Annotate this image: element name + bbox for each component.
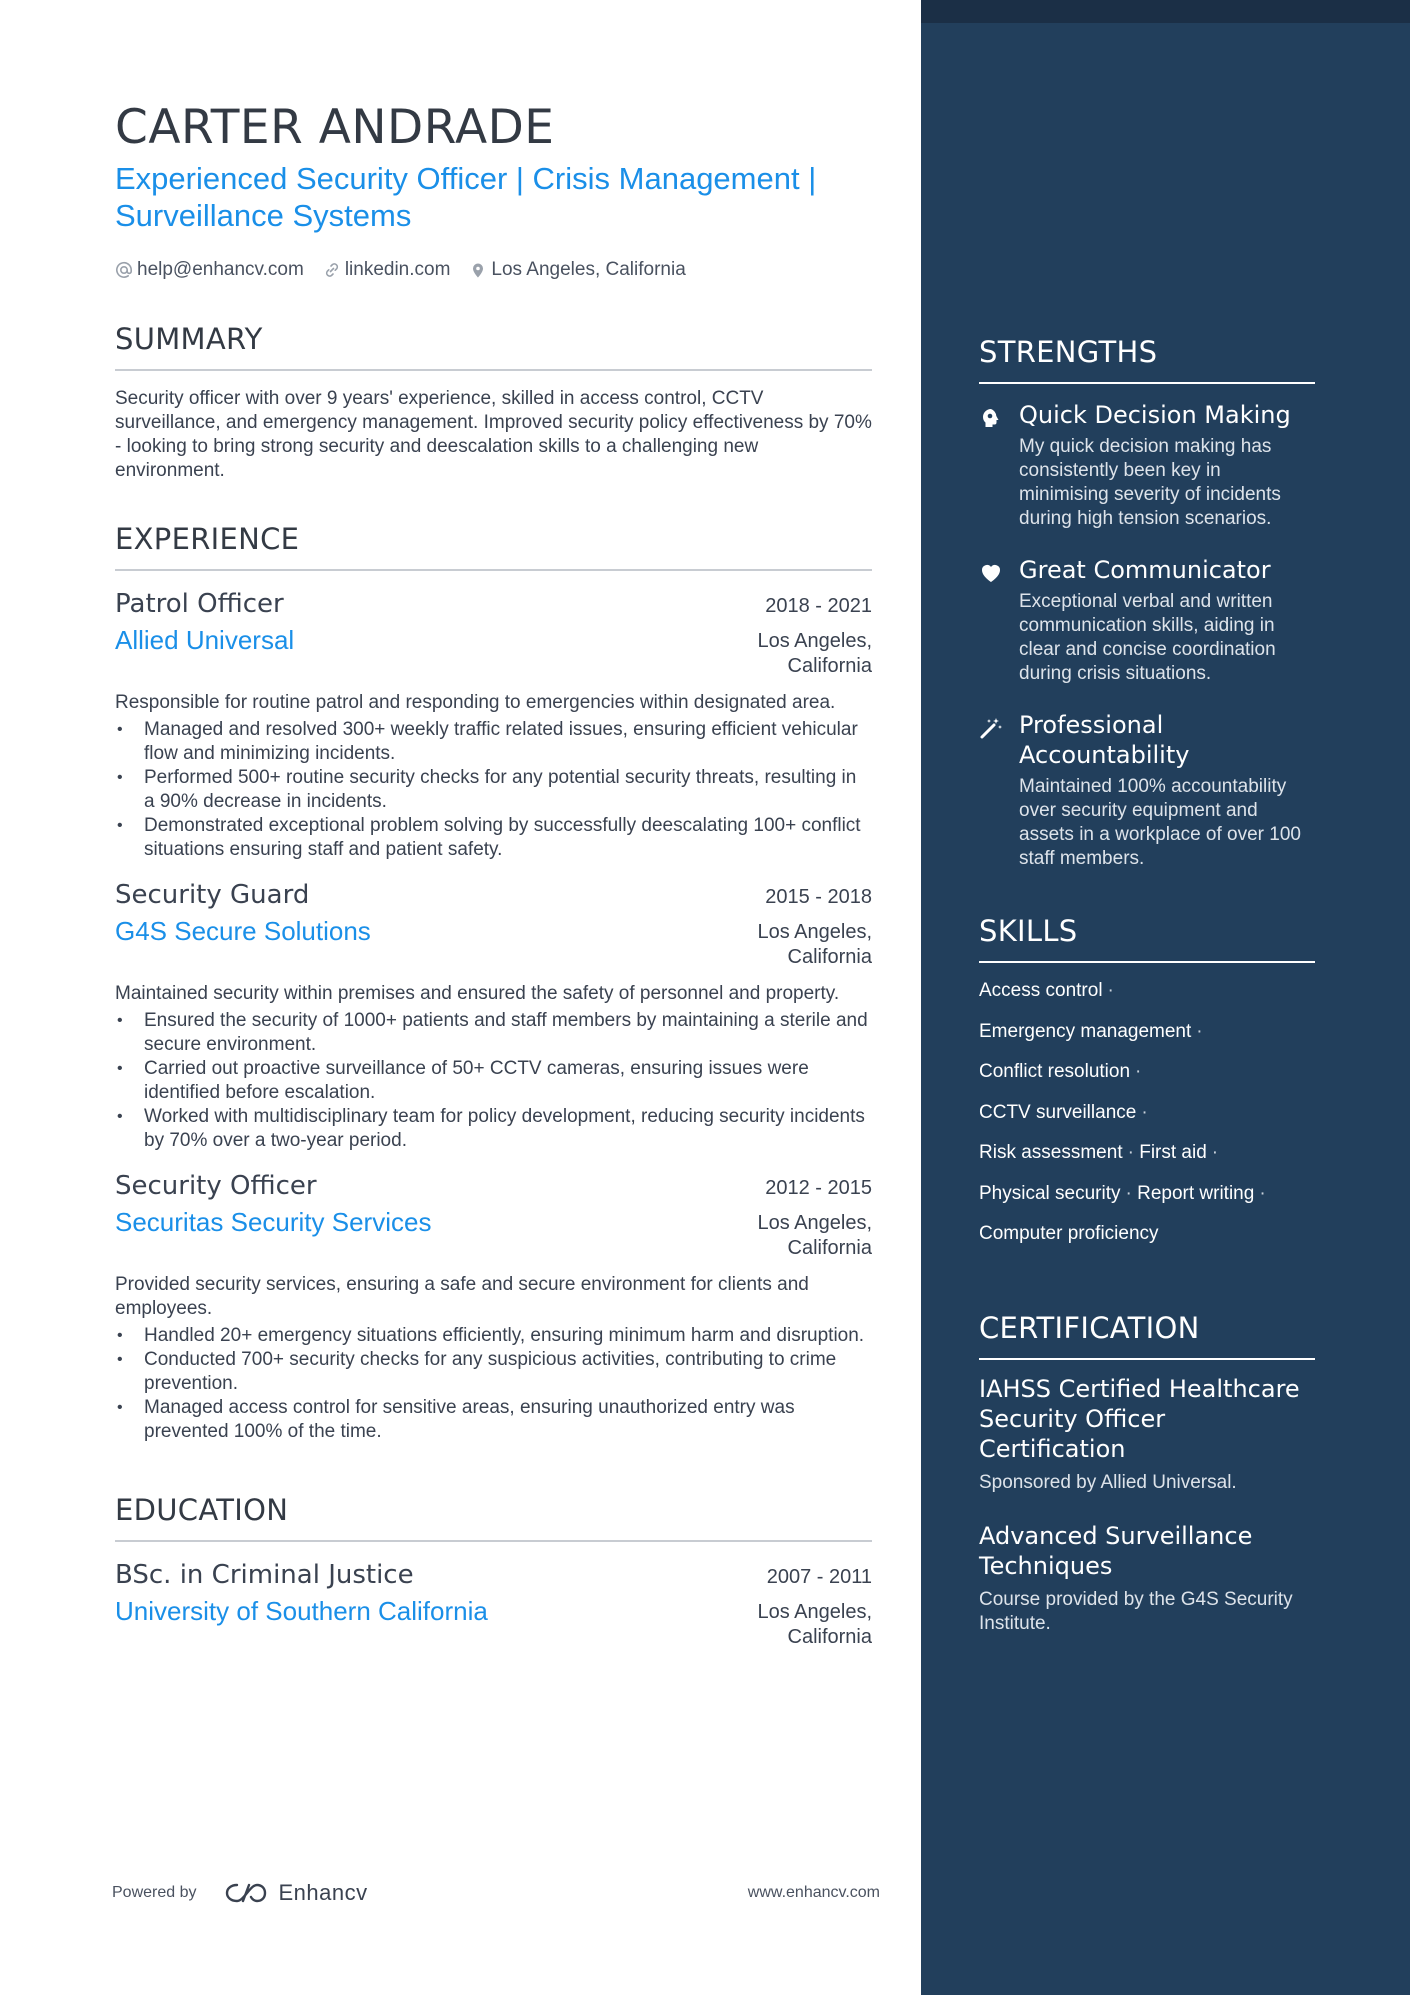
summary-section (115, 321, 872, 483)
certification-item (979, 1374, 1315, 1495)
job-location-line-2: California (787, 946, 872, 968)
education-location (757, 1600, 872, 1650)
degree-title: BSc. in Criminal Justice (115, 1560, 414, 1590)
job-bullets (115, 1009, 872, 1153)
heart-icon (979, 561, 1003, 585)
job-title: Security Guard (115, 880, 310, 910)
skill-tag: Risk assessment (979, 1142, 1123, 1163)
education-location-line-1: Los Angeles, (757, 1601, 872, 1623)
job-location (757, 920, 872, 970)
job-bullet: • Handled 20+ emergency situations efficiently, ensuring minimum harm and disruption. (115, 1324, 872, 1348)
job-bullet: • Managed and resolved 300+ weekly traffic related issues, ensuring efficient vehicular flow and minimizing incidents. (115, 718, 872, 766)
sidebar-content (979, 334, 1315, 1636)
sidebar (921, 0, 1410, 1995)
skills-list: Access control · Emergency management · Conflict resolution · CCTV surveillance · Risk assessment · First aid · Physical security · Report writing · Computer proficiency (979, 980, 1266, 1244)
candidate-name: CARTER ANDRADE (115, 100, 555, 155)
strength-item (979, 555, 1315, 686)
education-title: EDUCATION (115, 1493, 289, 1527)
education-location-line-2: California (787, 1626, 872, 1648)
sidebar-top-band (921, 0, 1410, 23)
job-dates: 2015 - 2018 (765, 886, 872, 908)
skill-tag: First aid (1139, 1142, 1207, 1163)
strengths-section (979, 334, 1315, 871)
head-icon (979, 406, 1003, 430)
strengths-title: STRENGTHS (979, 335, 1158, 369)
job-location-line-1: Los Angeles, (757, 630, 872, 652)
job-description: Responsible for routine patrol and responding to emergencies within designated area. (115, 692, 836, 713)
job-location-line-2: California (787, 1237, 872, 1259)
job-location (757, 1211, 872, 1261)
powered-by-label: Powered by (112, 1884, 197, 1901)
section-divider (115, 1540, 872, 1542)
strength-item (979, 710, 1315, 871)
contact-email[interactable] (115, 259, 304, 281)
strength-description: My quick decision making has consistently been key in minimising severity of incidents during high tension scenarios. (1019, 436, 1281, 529)
job-location-line-2: California (787, 655, 872, 677)
summary-text: Security officer with over 9 years' experience, skilled in access control, CCTV surveillance, and emergency management. Improved security policy effectiveness by 70% - looking to bring strong security and deescalation skills to a challenging new environment. (115, 388, 872, 481)
strength-title: Professional Accountability (1019, 711, 1190, 769)
brand-name: Enhancv (278, 1880, 368, 1905)
skill-tag: Emergency management (979, 1020, 1192, 1042)
section-divider (979, 382, 1315, 384)
footer (112, 1880, 880, 1906)
job-bullet: • Conducted 700+ security checks for any suspicious activities, contributing to crime prevention. (115, 1348, 872, 1396)
strength-title: Quick Decision Making (1019, 401, 1291, 429)
job-location-line-1: Los Angeles, (757, 1212, 872, 1234)
education-dates: 2007 - 2011 (766, 1566, 872, 1588)
section-divider (979, 961, 1315, 963)
job-dates: 2012 - 2015 (765, 1177, 872, 1199)
section-divider (979, 1358, 1315, 1360)
job-entry (115, 1167, 872, 1444)
certification-description: Course provided by the G4S Security Institute. (979, 1588, 1293, 1634)
education-section (115, 1492, 872, 1650)
strength-description: Maintained 100% accountability over security equipment and assets in a workplace of over 100 staff members. (1019, 776, 1301, 869)
job-title: Patrol Officer (115, 589, 284, 619)
skill-tag: CCTV surveillance (979, 1101, 1137, 1123)
experience-section (115, 521, 872, 1444)
strength-item (979, 400, 1315, 531)
experience-title: EXPERIENCE (115, 522, 300, 556)
job-bullet: • Demonstrated exceptional problem solving by successfully deescalating 100+ conflict situations ensuring staff and patient safety. (115, 814, 872, 862)
contact-location (469, 259, 685, 281)
skill-tag: Conflict resolution (979, 1061, 1131, 1082)
contact-row (115, 259, 872, 281)
job-title: Security Officer (115, 1171, 317, 1201)
job-company: Securitas Security Services (115, 1207, 432, 1237)
strength-title: Great Communicator (1019, 556, 1271, 584)
job-bullet: • Ensured the security of 1000+ patients and staff members by maintaining a sterile and secure environment. (115, 1009, 872, 1057)
section-divider (115, 569, 872, 571)
skill-tag: Physical security (979, 1182, 1121, 1204)
email-text: help@enhancv.com (137, 259, 304, 280)
job-entry (115, 585, 872, 862)
job-bullet: • Managed access control for sensitive areas, ensuring unauthorized entry was prevented 100% of the time. (115, 1396, 872, 1444)
job-company: G4S Secure Solutions (115, 916, 371, 946)
education-entry (115, 1556, 872, 1650)
headline-line-1: Experienced Security Officer | Crisis Management | (115, 161, 817, 196)
at-icon (115, 261, 133, 279)
job-description: Maintained security within premises and ensured the safety of personnel and property. (115, 983, 840, 1004)
job-bullet: • Performed 500+ routine security checks for any potential security threats, resulting in a 90% decrease in incidents. (115, 766, 872, 814)
strength-description: Exceptional verbal and written communication skills, aiding in clear and concise coordination during crisis situations. (1019, 591, 1276, 684)
headline-line-2: Surveillance Systems (115, 198, 412, 233)
certification-section (979, 1310, 1315, 1636)
job-bullets (115, 1324, 872, 1444)
linkedin-text: linkedin.com (344, 259, 451, 280)
skill-tag: Access control (979, 980, 1103, 1001)
link-icon (323, 261, 341, 279)
website-link[interactable]: www.enhancv.com (747, 1884, 880, 1901)
enhancv-logo[interactable] (223, 1880, 368, 1906)
job-dates: 2018 - 2021 (765, 595, 872, 617)
certification-item (979, 1521, 1315, 1636)
contact-linkedin[interactable] (323, 259, 451, 281)
summary-title: SUMMARY (115, 322, 263, 356)
section-divider (115, 369, 872, 371)
job-location-line-1: Los Angeles, (757, 921, 872, 943)
certification-name: IAHSS Certified Healthcare Security Officer Certification (979, 1374, 1300, 1463)
skill-tag: Computer proficiency (979, 1223, 1159, 1244)
certification-name: Advanced Surveillance Techniques (979, 1521, 1253, 1580)
main-column (115, 96, 872, 1650)
location-text: Los Angeles, California (491, 259, 686, 280)
job-entry (115, 876, 872, 1153)
headline (115, 160, 872, 234)
job-description: Provided security services, ensuring a safe and secure environment for clients and employees. (115, 1274, 809, 1319)
job-bullet: • Worked with multidisciplinary team for policy development, reducing security incidents by 70% over a two-year period. (115, 1105, 872, 1153)
location-pin-icon (469, 261, 487, 279)
enhancv-logo-icon (223, 1881, 271, 1905)
skills-section (979, 913, 1315, 1255)
job-location (757, 629, 872, 679)
job-bullets (115, 718, 872, 862)
school-name: University of Southern California (115, 1596, 488, 1626)
skills-title: SKILLS (979, 914, 1078, 948)
job-company: Allied Universal (115, 625, 295, 655)
certification-title: CERTIFICATION (979, 1310, 1200, 1345)
magic-wand-icon (979, 716, 1003, 740)
skill-tag: Report writing (1137, 1182, 1255, 1204)
job-bullet: • Carried out proactive surveillance of 50+ CCTV cameras, ensuring issues were identified before escalation. (115, 1057, 872, 1105)
certification-description: Sponsored by Allied Universal. (979, 1471, 1237, 1493)
